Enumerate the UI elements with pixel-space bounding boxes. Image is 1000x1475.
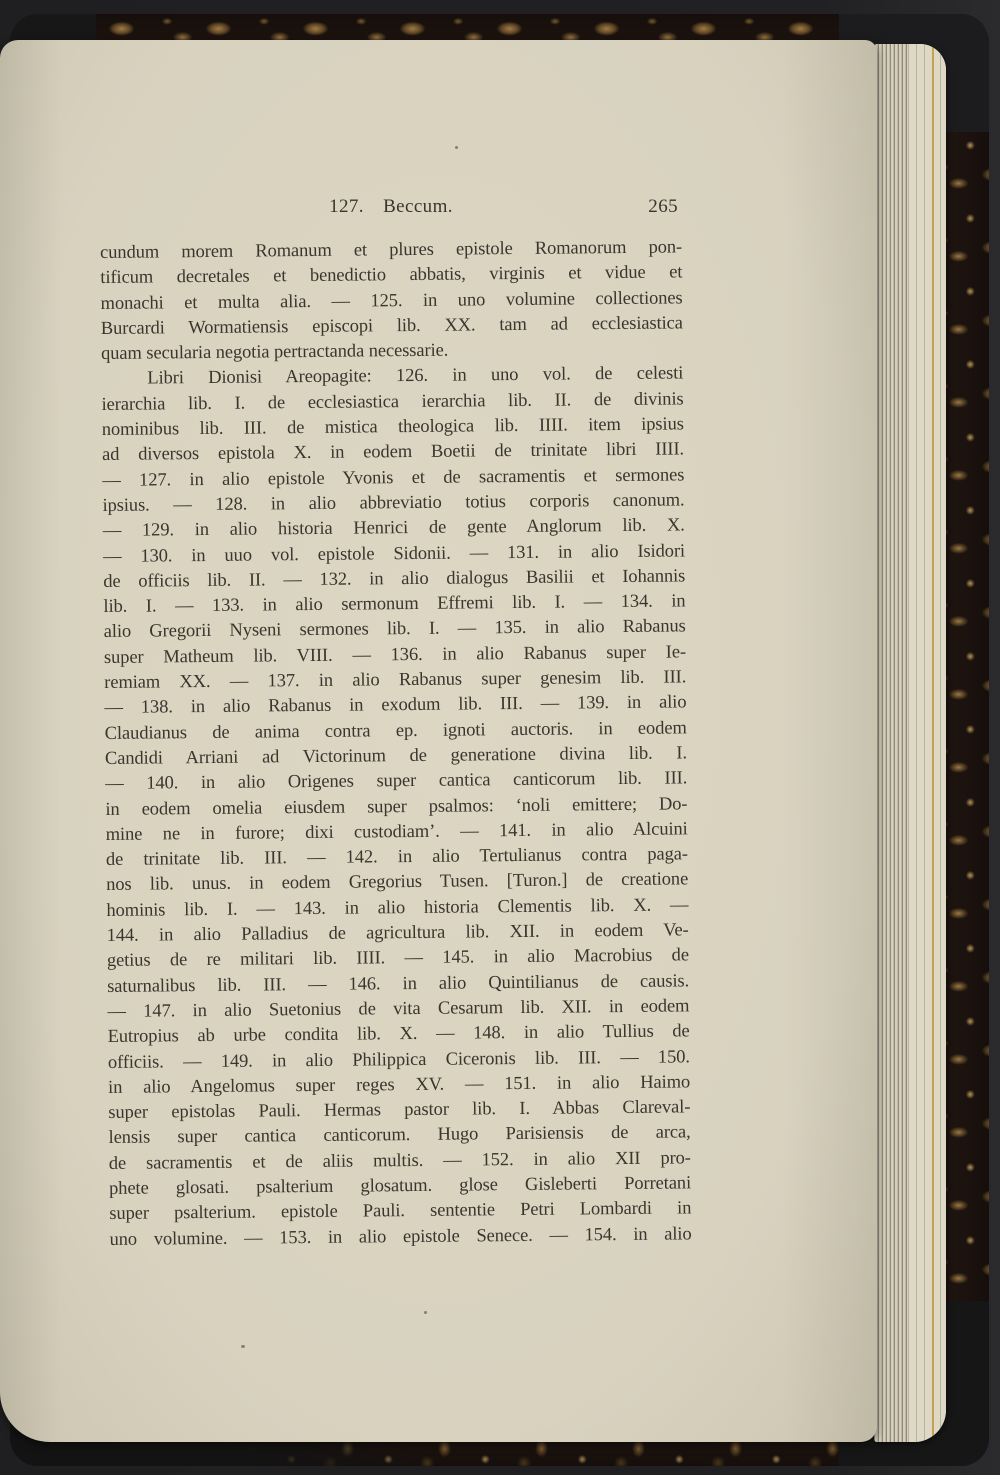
text-line: Candidi Arriani ad Victorinum de generatione divina lib. I. bbox=[104, 743, 688, 769]
dust-speck bbox=[455, 146, 458, 149]
text-line: Eutropius ab urbe condita lib. X. — 148. in alio Tullius de bbox=[107, 1021, 690, 1048]
text-line: super psalterium. epistole Pauli. sententie Petri Lombardi in bbox=[109, 1198, 692, 1225]
text-line: in alio Angelomus super reges XV. — 151. in alio Haimo bbox=[108, 1072, 691, 1098]
text-line: — 129. in alio historia Henrici de gente Anglorum lib. X. bbox=[102, 515, 685, 542]
text-line: remiam XX. — 137. in alio Rabanus super genesim lib. III. bbox=[104, 667, 687, 694]
text-line: ipsius. — 128. in alio abbreviatio totius corporis canonum. bbox=[102, 490, 685, 516]
text-line: hominis lib. I. — 143. in alio historia Clementis lib. X. — bbox=[106, 895, 689, 921]
text-line: Claudianus de anima contra ep. ignoti auctoris. in eodem bbox=[104, 718, 687, 744]
text-line: ad diversos epistola X. in eodem Boetii de trinitate libri IIII. bbox=[101, 439, 685, 466]
text-line: — 127. in alio epistole Yvonis et de sacramentis et sermones bbox=[102, 465, 685, 491]
chapter-number: 127. bbox=[329, 196, 364, 217]
text-line: officiis. — 149. in alio Philippica Ciceronis lib. III. — 150. bbox=[107, 1046, 690, 1073]
page-number: 265 bbox=[648, 196, 678, 217]
text-line: ierarchia lib. I. de ecclesiastica ierarchia lib. II. de divinis bbox=[101, 389, 684, 415]
body-text bbox=[100, 235, 692, 1252]
text-line: nos lib. unus. in eodem Gregorius Tusen. [Turon.] de creatione bbox=[106, 869, 689, 896]
dust-speck bbox=[241, 1345, 245, 1348]
text-line: lib. I. — 133. in alio sermonum Effremi lib. I. — 134. in bbox=[103, 591, 686, 618]
page-header bbox=[100, 196, 682, 222]
text-line: de trinitate lib. III. — 142. in alio Tertulianus contra paga- bbox=[105, 844, 689, 871]
text-line: 144. in alio Palladius de agricultura lib. XII. in eodem Ve- bbox=[106, 920, 689, 946]
text-line: saturnalibus lib. III. — 146. in alio Quintilianus de causis. bbox=[107, 970, 690, 997]
text-line: alio Gregorii Nyseni sermones lib. I. — 135. in alio Rabanus bbox=[103, 616, 686, 643]
dust-speck bbox=[424, 1311, 427, 1314]
text-line: monachi et multa alia. — 125. in uno volumine collectiones bbox=[100, 288, 683, 314]
page-edge-striations bbox=[908, 44, 946, 1442]
text-line: — 130. in uuo vol. epistole Sidonii. — 131. in alio Isidori bbox=[102, 540, 686, 567]
text-line: de officiis lib. II. — 132. in alio dialogus Basilii et Iohannis bbox=[103, 566, 686, 592]
text-line: — 138. in alio Rabanus in exodum lib. III. — 139. in alio bbox=[104, 692, 687, 719]
running-header bbox=[100, 196, 682, 218]
text-line: super epistolas Pauli. Hermas pastor lib. I. Abbas Clareval- bbox=[108, 1097, 691, 1124]
text-line: Libri Dionisi Areopagite: 126. in uno vol. de celesti bbox=[147, 363, 684, 390]
text-line: uno volumine. — 153. in alio epistole Senece. — 154. in alio bbox=[109, 1223, 692, 1250]
text-line: phete glosati. psalterium glosatum. glose Gisleberti Porretani bbox=[109, 1173, 692, 1199]
page-edge-striations bbox=[874, 44, 908, 1442]
text-line: getius de re militari lib. IIII. — 145. in alio Macrobius de bbox=[106, 945, 689, 972]
text-line: Burcardi Wormatiensis episcopi lib. XX. tam ad ecclesiastica bbox=[100, 313, 683, 339]
text-line: lensis super cantica canticorum. Hugo Parisiensis de arca, bbox=[108, 1122, 691, 1149]
text-line: in eodem omelia eiusdem super psalmos: ‘noli emittere; Do- bbox=[105, 793, 688, 820]
text-line: super Matheum lib. VIII. — 136. in alio Rabanus super Ie- bbox=[103, 642, 687, 668]
text-line: mine ne in furore; dixi custodiam’. — 141. in alio Alcuini bbox=[105, 819, 688, 845]
text-line: cundum morem Romanum et plures epistole Romanorum pon- bbox=[100, 237, 683, 263]
running-title: Beccum. bbox=[383, 196, 453, 217]
book-page bbox=[0, 40, 877, 1442]
page-fore-edge bbox=[874, 44, 946, 1442]
text-line: tificum decretales et benedictio abbatis, virginis et vidue et bbox=[100, 262, 683, 289]
text-line: — 140. in alio Origenes super cantica canticorum lib. III. bbox=[105, 768, 688, 795]
text-line: de sacramentis et de aliis multis. — 152. in alio XII pro- bbox=[108, 1148, 691, 1174]
text-line: quam secularia negotia pertractanda necessarie. bbox=[100, 340, 449, 365]
text-line: nominibus lib. III. de mistica theologica lib. IIII. item ipsius bbox=[101, 414, 684, 441]
text-line: — 147. in alio Suetonius de vita Cesarum lib. XII. in eodem bbox=[107, 996, 690, 1022]
